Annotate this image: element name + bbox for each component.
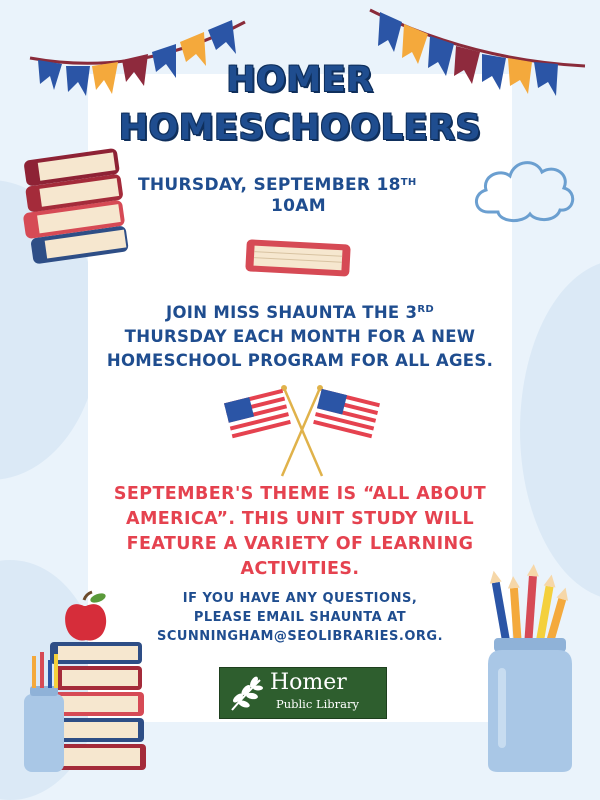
event-date [138,175,417,217]
american-flags-icon [224,382,380,482]
contact-line-2: PLEASE EMAIL SHAUNTA AT [193,610,407,625]
title-line-1: HOMER [226,60,374,100]
logo-name: Homer [270,670,347,695]
theme-line-3: FEATURE A VARIETY OF LEARNING [126,534,474,554]
background-blob-right [520,260,600,600]
event-time: 10AM [271,196,326,216]
theme-line-2: AMERICA”. THIS UNIT STUDY WILL [126,509,474,529]
description-line-1-text: JOIN MISS SHAUNTA THE 3 [166,303,418,322]
logo-subtitle: Public Library [276,697,359,711]
event-date-text: THURSDAY, SEPTEMBER 18 [138,175,401,195]
library-logo [219,667,387,719]
program-description [88,301,512,373]
event-date-suffix: TH [400,177,417,188]
title-line-2: HOMESCHOOLERS [118,108,482,148]
theme-description [88,482,512,582]
closed-book-icon [244,238,354,278]
description-line-1-suffix: RD [417,304,434,315]
theme-line-1: SEPTEMBER'S THEME IS “ALL ABOUT [113,484,487,504]
description-line-2: THURSDAY EACH MONTH FOR A NEW [124,327,476,346]
apple-books-icon [22,590,152,775]
description-line-3: HOMESCHOOL PROGRAM FOR ALL AGES. [106,351,494,370]
contact-line-3: SCUNNINGHAM@SEOLIBRARIES.ORG. [156,629,444,644]
leaf-branch-icon [226,674,266,714]
description-line-1 [88,301,512,325]
theme-line-4: ACTIVITIES. [240,559,360,579]
contact-line-1: IF YOU HAVE ANY QUESTIONS, [182,591,418,606]
cloud-icon [470,150,580,230]
book-stack-icon [16,140,136,270]
pencil-jar-icon [484,568,584,773]
